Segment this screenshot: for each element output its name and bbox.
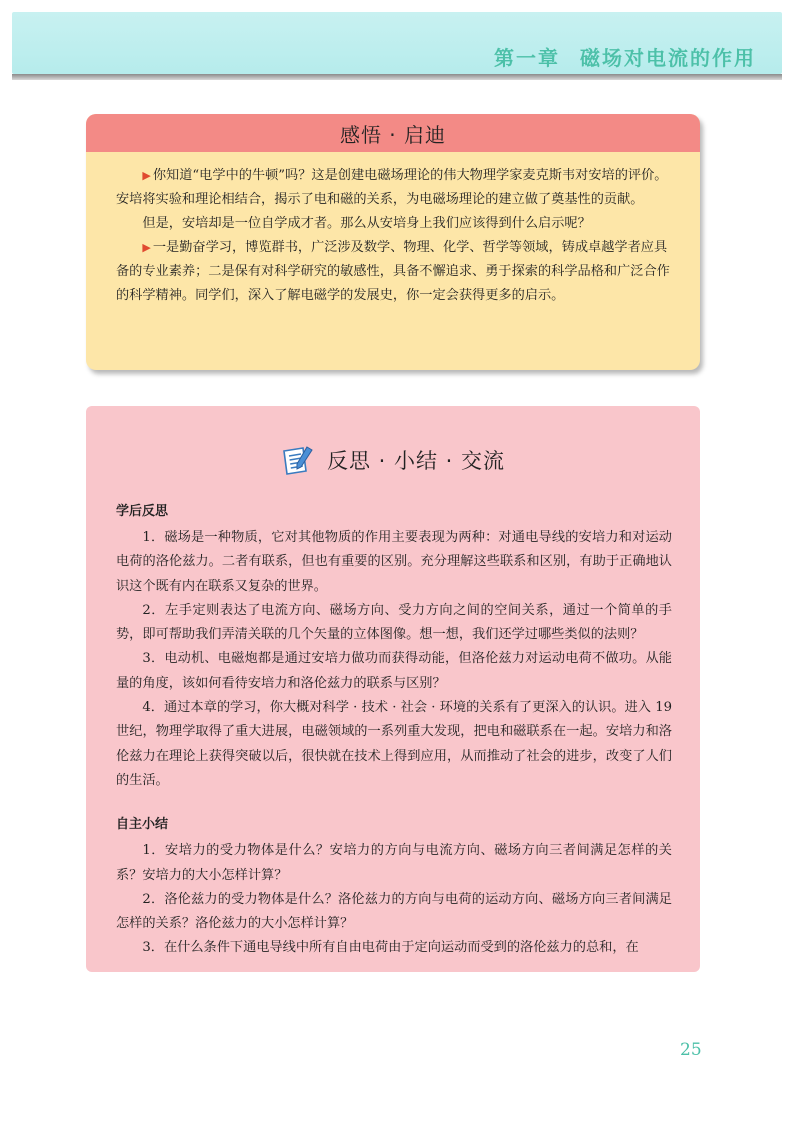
insight-box bbox=[86, 114, 700, 370]
insight-paragraph: ▶ 你知道“电学中的牛顿”吗？这是创建电磁场理论的伟大物理学家麦克斯韦对安培的评价。安培将实验和理论相结合，揭示了电和磁的关系，为电磁场理论的建立做了奠基性的贡献。 bbox=[116, 168, 668, 207]
summary-item: 3．在什么条件下通电导线中所有自由电荷由于定向运动而受到的洛伦兹力的总和，在 bbox=[142, 940, 639, 956]
reflection-item: 3．电动机、电磁炮都是通过安培力做功而获得动能，但洛伦兹力对运动电荷不做功。从能量的角度，该如何看待安培力和洛伦兹力的联系与区别？ bbox=[116, 651, 672, 691]
review-box bbox=[86, 406, 700, 972]
insight-paragraph: ▶ 一是勤奋学习，博览群书，广泛涉及数学、物理、化学、哲学等领域，铸成卓越学者应具备的专业素养；二是保有对科学研究的敏感性，具备不懈追求、勇于探索的科学品格和广泛合作的科学精神。同学们，深入了解电磁学的发展史，你一定会获得更多的启示。 bbox=[116, 240, 670, 303]
insight-paragraph: 但是，安培却是一位自学成才者。那么从安培身上我们应该得到什么启示呢？ bbox=[142, 216, 591, 231]
reflection-item: 1．磁场是一种物质，它对其他物质的作用主要表现为两种：对通电导线的安培力和对运动电荷的洛伦兹力。二者有联系，但也有重要的区别。充分理解这些联系和区别，有助于正确地认识这个既有内在联系又复杂的世界。 bbox=[116, 530, 672, 594]
summary-heading: 自主小结 bbox=[116, 817, 169, 833]
insight-box-header bbox=[86, 114, 700, 152]
insight-box-body bbox=[86, 152, 700, 308]
notebook-pencil-icon bbox=[281, 445, 315, 475]
reflection-item: 2．左手定则表达了电流方向、磁场方向、受力方向之间的空间关系，通过一个简单的手势，即可帮助我们弄清关联的几个矢量的立体图像。想一想，我们还学过哪些类似的法则？ bbox=[116, 602, 672, 643]
chapter-name: 磁场对电流的作用 bbox=[580, 46, 756, 70]
review-box-body bbox=[116, 500, 672, 961]
chapter-title bbox=[494, 42, 756, 71]
header-shadow bbox=[12, 74, 782, 80]
summary-item: 1．安培力的受力物体是什么？安培力的方向与电流方向、磁场方向三者间满足怎样的关系？安培力的大小怎样计算？ bbox=[116, 843, 672, 883]
triangle-bullet-icon: ▶ bbox=[142, 241, 151, 254]
insight-box-title: 感悟 · 启迪 bbox=[339, 122, 447, 147]
review-box-title: 反思 · 小结 · 交流 bbox=[326, 449, 506, 473]
page-number: 25 bbox=[680, 1040, 702, 1060]
triangle-bullet-icon: ▶ bbox=[142, 169, 151, 182]
reflection-item: 4．通过本章的学习，你大概对科学 · 技术 · 社会 · 环境的关系有了更深入的认识。进入 19 世纪，物理学取得了重大进展，电磁领域的一系列重大发现，把电和磁联系在一起。安培力和洛伦兹力在理论上获得突破以后，很快就在技术上得到应用，从而推动了社会的进步，改变了人们的生活。 bbox=[116, 700, 672, 788]
chapter-label: 第一章 bbox=[494, 46, 560, 70]
review-box-header bbox=[86, 442, 700, 478]
summary-item: 2．洛伦兹力的受力物体是什么？洛伦兹力的方向与电荷的运动方向、磁场方向三者间满足怎样的关系？洛伦兹力的大小怎样计算？ bbox=[116, 891, 672, 932]
reflection-heading: 学后反思 bbox=[116, 504, 169, 519]
